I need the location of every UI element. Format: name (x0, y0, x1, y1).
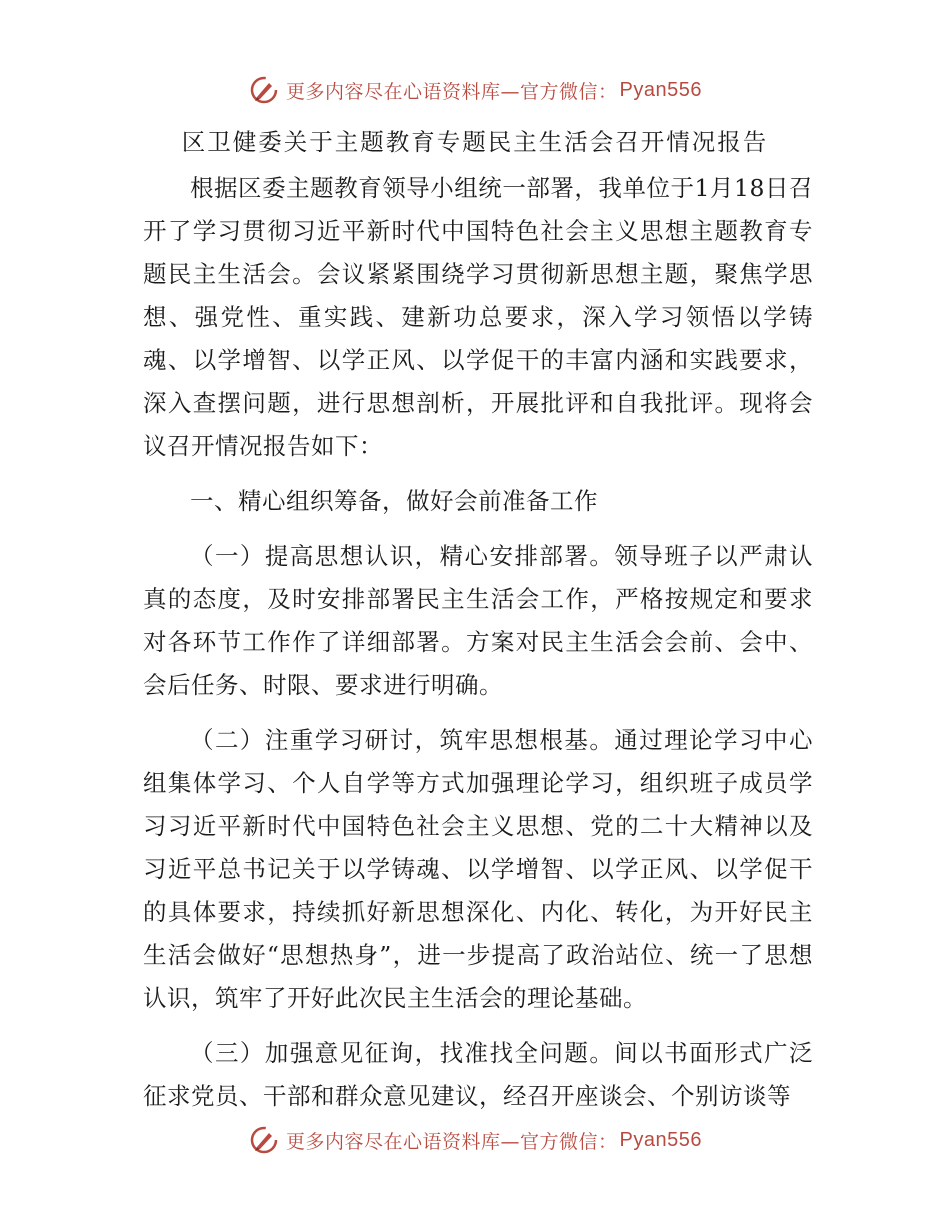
section-heading: 一、精心组织筹备，做好会前准备工作 (190, 487, 598, 515)
banner-text: 更多内容尽在心语资料库—官方微信： (286, 1130, 618, 1153)
document-body (143, 167, 813, 1118)
intro-paragraph: 根据区委主题教育领导小组统一部署，我单位于1月18日召开了学习贯彻习近平新时代中国特色社会主义思想主题教育专题民主生活会。会议紧紧围绕学习贯彻新思想主题，聚焦学思想、强党性、重实践、建新功总要求，深入学习领悟以学铸魂、以学增智、以学正风、以学促干的丰富内涵和实践要求，深入查摆问题，进行思想剖析，开展批评和自我批评。现将会议召开情况报告如下： (143, 174, 813, 460)
banner-text: 更多内容尽在心语资料库—官方微信： (286, 80, 618, 103)
item-paragraph-2: （二）注重学习研讨，筑牢思想根基。通过理论学习中心组集体学习、个人自学等方式加强理论学习，组织班子成员学习习近平新时代中国特色社会主义思想、党的二十大精神以及习近平总书记关于以学铸魂、以学增智、以学正风、以学促干的具体要求，持续抓好新思想深化、内化、转化，为开好民主生活会做好“思想热身”，进一步提高了政治站位、统一了思想认识，筑牢了开好此次民主生活会的理论基础。 (143, 726, 813, 1012)
header-watermark-banner (0, 70, 950, 110)
pen-swirl-logo-icon (248, 74, 280, 106)
pen-swirl-logo-icon (248, 1124, 280, 1156)
item-paragraph-1: （一）提高思想认识，精心安排部署。领导班子以严肃认真的态度，及时安排部署民主生活会工作，严格按规定和要求对各环节工作作了详细部署。方案对民主生活会会前、会中、会后任务、时限、要求进行明确。 (143, 542, 813, 699)
item-paragraph-3: （三）加强意见征询，找准找全问题。间以书面形式广泛征求党员、干部和群众意见建议，经召开座谈会、个别访谈等 (143, 1039, 813, 1110)
banner-wechat-id: Pyan556 (619, 78, 702, 101)
document-title: 区卫健委关于主题教育专题民主生活会召开情况报告 (181, 128, 769, 156)
footer-watermark-banner (0, 1120, 950, 1160)
banner-wechat-id: Pyan556 (619, 1128, 702, 1151)
